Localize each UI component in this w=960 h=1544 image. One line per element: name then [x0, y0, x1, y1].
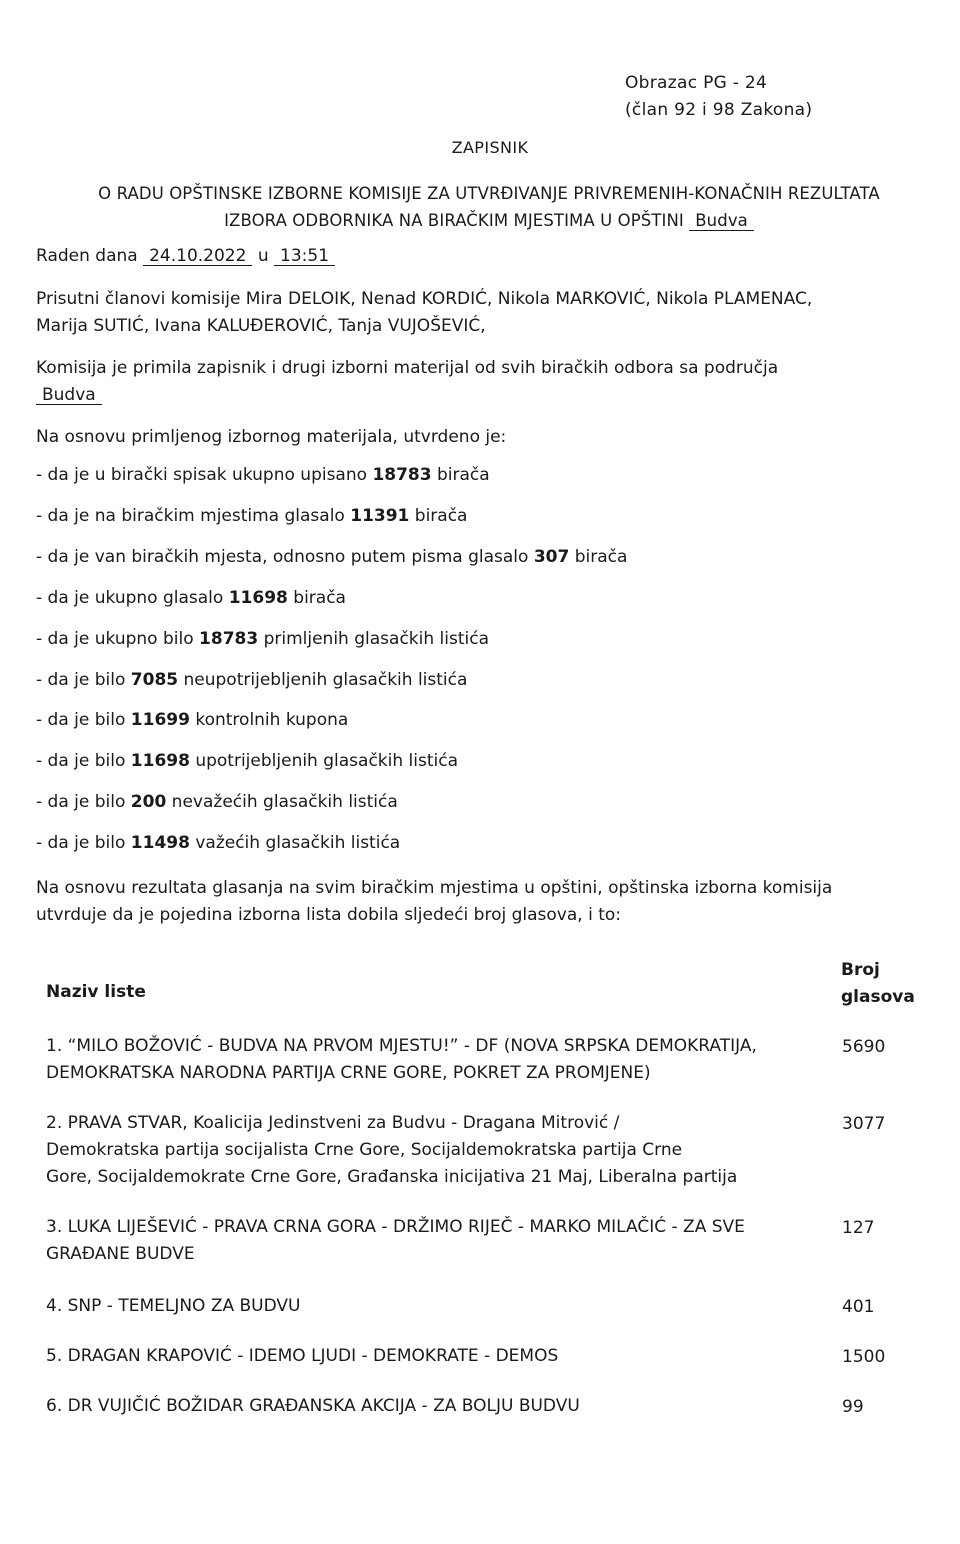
intro-text: Na osnovu primljenog izbornog materijala, utvrdeno je:	[36, 427, 507, 447]
received-paragraph	[36, 355, 778, 409]
list-name: 3. LUKA LIJEŠEVIĆ - PRAVA CRNA GORA - DRŽIMO RIJEČ - MARKO MILAČIĆ - ZA SVE GRAĐANE BUDVE	[46, 1217, 745, 1264]
meeting-time: 13:51	[274, 247, 335, 266]
municipality-name: Budva	[689, 212, 754, 231]
vote-count: 401	[842, 1297, 875, 1317]
subtitle-line-1: O RADU OPŠTINSKE IZBORNE KOMISIJE ZA UTVRĐIVANJE PRIVREMENIH-KONAČNIH REZULTATA	[98, 184, 880, 203]
stat-line: - da je bilo 11498 važećih glasačkih listića	[36, 833, 401, 853]
received-area: Budva	[36, 386, 102, 405]
vote-count: 127	[842, 1218, 875, 1238]
stat-value: 11699	[130, 710, 190, 730]
vote-count: 5690	[842, 1037, 886, 1057]
meeting-date: 24.10.2022	[143, 247, 252, 266]
received-line-1: Komisija je primila zapisnik i drugi izborni materijal od svih biračkih odbora sa područja	[36, 358, 779, 378]
list-name: 2. PRAVA STVAR, Koalicija Jedinstveni za Budvu - Dragana Mitrović / Demokratska partija socijalista Crne Gore, Socijaldemokratska partija Crne Gore, Socijaldemokrate Crne Gore, Građanska inicijativa 21 Maj, Liberalna partija	[46, 1113, 738, 1187]
document-subtitle	[0, 180, 960, 234]
list-name: 4. SNP - TEMELJNO ZA BUDVU	[46, 1296, 301, 1316]
stat-line: - da je van biračkih mjesta, odnosno putem pisma glasalo 307 birača	[36, 547, 628, 567]
vote-count: 3077	[842, 1114, 886, 1134]
stat-line: - da je bilo 7085 neupotrijebljenih glasačkih listića	[36, 670, 468, 690]
vote-count: 1500	[842, 1347, 886, 1367]
stat-line: - da je bilo 11698 upotrijebljenih glasačkih listića	[36, 751, 458, 771]
vote-count: 99	[842, 1397, 864, 1417]
stat-line: - da je ukupno bilo 18783 primljenih glasačkih listića	[36, 629, 489, 649]
form-code: Obrazac PG - 24	[625, 73, 768, 93]
time-separator: u	[257, 246, 269, 266]
received-area-line	[36, 382, 778, 409]
column-header-votes: Broj glasova	[841, 960, 915, 1007]
results-intro	[36, 875, 832, 929]
form-code-block	[625, 70, 812, 124]
members-line-1: Prisutni članovi komisije Mira DELOIK, Nenad KORDIĆ, Nikola MARKOVIĆ, Nikola PLAMENAC,	[36, 289, 813, 309]
column-header-list: Naziv liste	[46, 982, 146, 1002]
stat-value: 307	[533, 547, 570, 567]
members-paragraph	[36, 286, 812, 340]
results-intro-line-1: Na osnovu rezultata glasanja na svim biračkim mjestima u opštini, opštinska izborna komisija	[36, 878, 833, 898]
stat-line: - da je u birački spisak ukupno upisano 18783 birača	[36, 465, 490, 485]
members-line-2: Marija SUTIĆ, Ivana KALUĐEROVIĆ, Tanja VUJOŠEVIĆ,	[36, 316, 486, 336]
law-reference: (član 92 i 98 Zakona)	[625, 100, 813, 120]
stat-line: - da je bilo 11699 kontrolnih kupona	[36, 710, 349, 730]
stat-line: - da je bilo 200 nevažećih glasačkih listića	[36, 792, 398, 812]
stat-value: 18783	[199, 629, 259, 649]
date-label: Raden dana	[36, 246, 138, 266]
stat-line: - da je ukupno glasalo 11698 birača	[36, 588, 346, 608]
list-name: 5. DRAGAN KRAPOVIĆ - IDEMO LJUDI - DEMOKRATE - DEMOS	[46, 1346, 559, 1366]
stat-value: 7085	[130, 670, 179, 690]
results-intro-line-2: utvrduje da je pojedina izborna lista dobila sljedeći broj glasova, i to:	[36, 905, 622, 925]
stat-value: 11698	[130, 751, 190, 771]
stat-value: 11498	[130, 833, 190, 853]
stat-value: 11698	[228, 588, 288, 608]
meeting-date-line	[36, 243, 335, 270]
stat-value: 200	[130, 792, 167, 812]
list-name: 6. DR VUJIČIĆ BOŽIDAR GRAĐANSKA AKCIJA - ZA BOLJU BUDVU	[46, 1396, 580, 1416]
document-title: ZAPISNIK	[451, 138, 529, 157]
subtitle-line-2: IZBORA ODBORNIKA NA BIRAČKIM MJESTIMA U OPŠTINI Budva	[0, 207, 960, 234]
stat-value: 11391	[350, 506, 410, 526]
stat-value: 18783	[372, 465, 432, 485]
list-name: 1. “MILO BOŽOVIĆ - BUDVA NA PRVOM MJESTU!” - DF (NOVA SRPSKA DEMOKRATIJA, DEMOKRATSKA NARODNA PARTIJA CRNE GORE, POKRET ZA PROMJENE)	[46, 1036, 757, 1083]
stat-line: - da je na biračkim mjestima glasalo 11391 birača	[36, 506, 468, 526]
